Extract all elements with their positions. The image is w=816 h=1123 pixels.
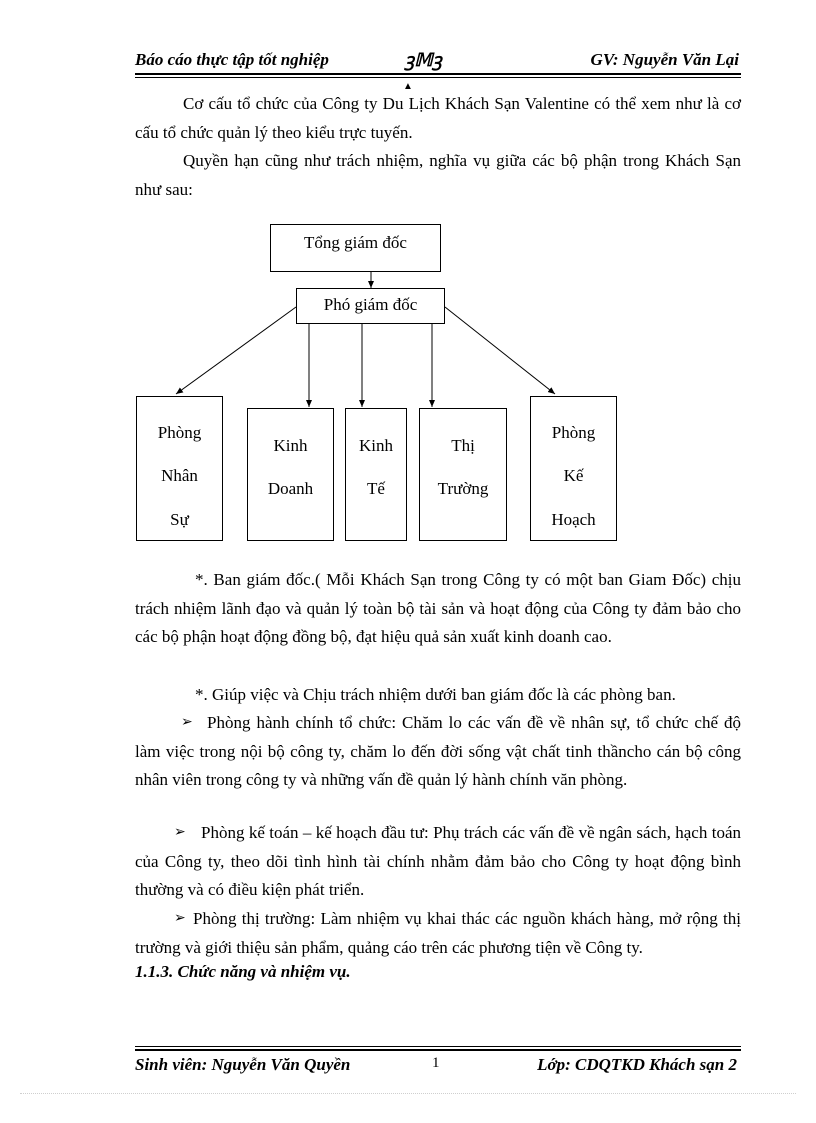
org-box-line: Thị bbox=[451, 436, 475, 455]
bullet-market-department: Phòng thị trường: Làm nhiệm vụ khai thác các nguồn khách hàng, mở rộng thị trường và giới thiệu sản phẩm, quảng cáo trên các phương tiện về Công ty. bbox=[135, 909, 741, 957]
org-box-dept-kinh-te bbox=[345, 408, 407, 541]
bullet-accounting-department: Phòng kế toán – kế hoạch đầu tư: Phụ trách các vấn đề về ngân sách, hạch toán của Công ty, theo dõi tình hình tài chính nhằm đảm bảo cho Công ty hoạt động bình thường và có điều kiện phát triển. bbox=[135, 823, 741, 899]
intro-paragraph-2: Quyền hạn cũng như trách nhiệm, nghĩa vụ giữa các bộ phận trong Khách Sạn như sau: bbox=[135, 151, 741, 199]
header-report-title: Báo cáo thực tập tốt nghiệp bbox=[135, 50, 329, 69]
footer-class: Lớp: CDQTKD Khách sạn 2 bbox=[537, 1055, 737, 1074]
org-box-line: Phòng bbox=[551, 423, 596, 442]
arrow-bullet-icon: ➢ bbox=[181, 715, 193, 730]
org-box-label: Phó giám đốc bbox=[323, 295, 418, 314]
org-box-general-director bbox=[270, 224, 441, 272]
org-box-line: Hoạch bbox=[551, 510, 596, 529]
org-box-label: Tổng giám đốc bbox=[304, 233, 407, 252]
org-box-line: Kế bbox=[563, 466, 584, 485]
arrow-bullet-icon: ➢ bbox=[174, 911, 186, 926]
bullet-admin-department: Phòng hành chính tổ chức: Chăm lo các vấn đề về nhân sự, tổ chức chế độ làm việc trong nội bộ công ty, chăm lo đến đời sống vật chất tinh thầncho cán bộ công nhân viên trong công ty và những vấn đề quản lý hành chính văn phòng. bbox=[135, 713, 741, 789]
org-box-dept-kinh-doanh bbox=[247, 408, 334, 541]
header-instructor: GV: Nguyễn Văn Lại bbox=[590, 50, 739, 69]
connector-deputy-nhan-su bbox=[176, 307, 296, 394]
org-box-line: Doanh bbox=[267, 479, 314, 498]
header-ornament: ꝫ𝕄ꝫ bbox=[405, 50, 442, 70]
org-box-line: Trường bbox=[437, 479, 489, 498]
paragraph-assistants: *. Giúp việc và Chịu trách nhiệm dưới ban giám đốc là các phòng ban. bbox=[195, 685, 676, 704]
org-box-deputy-director bbox=[296, 288, 445, 324]
org-box-line: Kinh bbox=[359, 436, 393, 455]
paragraph-board-of-directors: *. Ban giám đốc.( Mỗi Khách Sạn trong Công ty có một ban Giam Đốc) chịu trách nhiệm lãnh đạo và quản lý toàn bộ tài sản và hoạt động của Công ty đảm bảo cho các bộ phận hoạt động đồng bộ, đạt hiệu quả sản xuất kinh doanh cao. bbox=[135, 570, 741, 646]
page-bottom-dotted-divider bbox=[20, 1093, 796, 1094]
intro-paragraph-1: Cơ cấu tổ chức của Công ty Du Lịch Khách Sạn Valentine có thể xem như là cơ cấu tổ chức quản lý theo kiểu trực tuyến. bbox=[135, 94, 741, 142]
org-box-dept-ke-hoach bbox=[530, 396, 617, 541]
org-box-line: Phòng bbox=[157, 423, 202, 442]
org-box-line: Nhân bbox=[161, 466, 198, 485]
caret-up-icon: ▲ bbox=[403, 81, 413, 92]
section-heading: 1.1.3. Chức năng và nhiệm vụ. bbox=[135, 962, 351, 981]
org-box-line: Tế bbox=[367, 479, 385, 498]
org-box-line: Kinh bbox=[273, 436, 308, 455]
org-box-dept-nhan-su bbox=[136, 396, 223, 541]
org-box-line: Sự bbox=[170, 510, 189, 529]
org-box-dept-thi-truong bbox=[419, 408, 507, 541]
footer-rule-thick bbox=[135, 1049, 741, 1051]
connector-deputy-ke-hoach bbox=[445, 307, 555, 394]
page-footer bbox=[135, 1055, 741, 1079]
footer-rule-thin bbox=[135, 1046, 741, 1047]
arrow-bullet-icon: ➢ bbox=[174, 825, 186, 840]
footer-page-number: 1 bbox=[432, 1055, 440, 1071]
footer-student: Sinh viên: Nguyễn Văn Quyền bbox=[135, 1055, 351, 1074]
